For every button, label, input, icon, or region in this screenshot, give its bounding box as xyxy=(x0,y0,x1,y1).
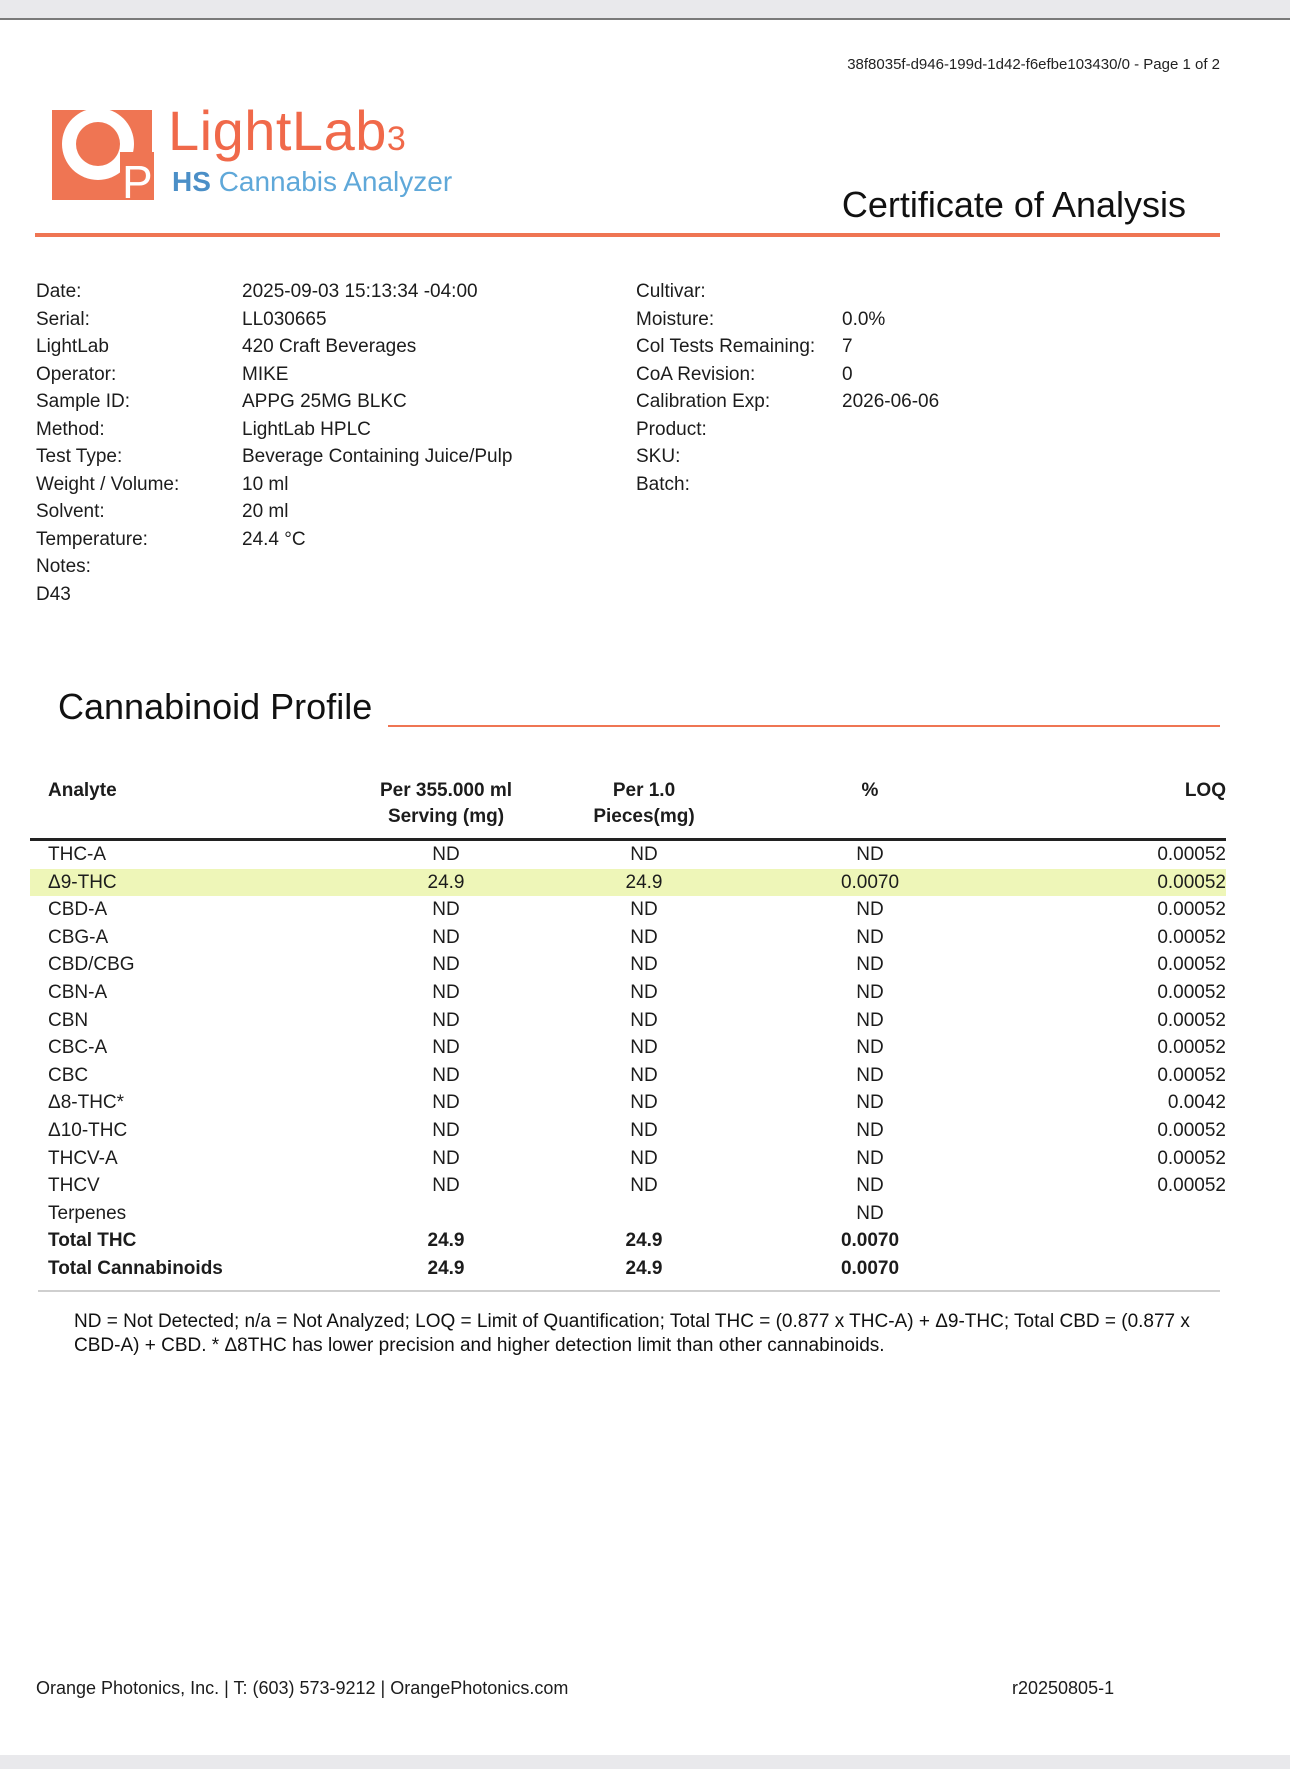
cell-serving: ND xyxy=(432,1147,460,1169)
table-row xyxy=(30,1227,1226,1255)
cell-serving: ND xyxy=(432,954,460,976)
info-row xyxy=(36,416,512,444)
info-value: 20 ml xyxy=(242,501,289,522)
cell-pieces: ND xyxy=(630,981,658,1003)
cell-analyte: CBN xyxy=(48,1009,89,1031)
info-row xyxy=(636,416,939,444)
cell-percent: ND xyxy=(856,1175,884,1197)
info-row xyxy=(36,278,512,306)
cell-percent: ND xyxy=(856,899,884,921)
svg-text:P: P xyxy=(122,156,153,202)
cell-percent: ND xyxy=(856,1119,884,1141)
footnote: ND = Not Detected; n/a = Not Analyzed; LOQ = Limit of Quantification; Total THC = (0.877 x THC-A) + Δ9-THC; Total CBD = (0.877 x CBD-A) + CBD. * Δ8THC has lower precision and higher detection limit than other cannabinoids. xyxy=(74,1311,1190,1356)
info-row xyxy=(36,581,512,609)
info-row xyxy=(36,471,512,499)
table-row xyxy=(30,1255,1226,1283)
cell-loq: 0.00052 xyxy=(1157,871,1226,893)
info-value: 2025-09-03 15:13:34 -04:00 xyxy=(242,281,478,302)
info-label: Calibration Exp: xyxy=(636,391,771,412)
cell-analyte: Δ10-THC xyxy=(48,1119,128,1141)
info-row xyxy=(36,306,512,334)
info-row xyxy=(36,553,512,581)
footer-revision: r20250805-1 xyxy=(1012,1678,1115,1698)
cell-percent: ND xyxy=(856,981,884,1003)
info-value: APPG 25MG BLKC xyxy=(242,391,407,412)
cell-loq: 0.00052 xyxy=(1157,1009,1226,1031)
cell-serving: ND xyxy=(432,844,460,865)
cell-analyte: CBN-A xyxy=(48,981,108,1003)
cell-analyte: Δ9-THC xyxy=(48,871,117,893)
cell-serving: ND xyxy=(432,1009,460,1031)
table-row xyxy=(30,869,1226,897)
info-label: Moisture: xyxy=(636,308,715,330)
cell-pieces: ND xyxy=(630,926,658,948)
table-row xyxy=(30,924,1226,952)
cell-pieces: ND xyxy=(630,1175,658,1197)
info-label: Notes: xyxy=(36,556,91,577)
table-body xyxy=(30,841,1226,1283)
info-value: Beverage Containing Juice/Pulp xyxy=(242,446,513,467)
info-label: Test Type: xyxy=(36,446,123,467)
cell-percent: 0.0070 xyxy=(840,1230,900,1252)
cell-analyte: CBD/CBG xyxy=(48,954,135,976)
table-row xyxy=(30,1200,1226,1228)
table-row xyxy=(30,1062,1226,1090)
table-row xyxy=(30,841,1226,869)
info-value: 0 xyxy=(842,363,853,385)
page-reference: 38f8035f-d946-199d-1d42-f6efbe103430/0 - Page 1 of 2 xyxy=(847,56,1220,73)
cell-percent: ND xyxy=(856,1092,884,1114)
table-row xyxy=(30,1172,1226,1200)
info-label: Weight / Volume: xyxy=(36,473,180,495)
cell-serving: ND xyxy=(432,1175,460,1197)
cell-percent: 0.0070 xyxy=(840,1257,900,1279)
cell-loq: 0.00052 xyxy=(1157,1175,1226,1197)
table-row xyxy=(30,1089,1226,1117)
cell-percent: ND xyxy=(856,1064,884,1086)
info-value: 2026-06-06 xyxy=(842,391,940,412)
table-row xyxy=(30,1117,1226,1145)
info-value: 0.0% xyxy=(842,308,886,330)
sample-info-left xyxy=(36,278,512,608)
cell-loq: 0.00052 xyxy=(1157,1147,1226,1169)
info-label: Cultivar: xyxy=(636,281,706,302)
section-divider xyxy=(388,725,1220,727)
cell-percent: ND xyxy=(856,844,884,865)
info-row xyxy=(636,471,939,499)
cell-pieces: ND xyxy=(630,1092,658,1114)
cell-loq: 0.00052 xyxy=(1157,844,1226,865)
cell-analyte: CBC-A xyxy=(48,1037,108,1059)
table-bottom-rule xyxy=(38,1290,1220,1292)
header-pieces: Per 1.0 Pieces(mg) xyxy=(593,780,695,827)
table-row xyxy=(30,1145,1226,1173)
info-label: SKU: xyxy=(636,446,681,467)
info-row xyxy=(36,443,512,471)
cell-serving: ND xyxy=(432,1119,460,1141)
logo-name: LightLab3 xyxy=(168,99,407,162)
info-row xyxy=(636,361,939,389)
info-label: Operator: xyxy=(36,363,117,385)
cell-loq: 0.00052 xyxy=(1157,1064,1226,1086)
table-header xyxy=(30,778,1226,834)
info-label: Product: xyxy=(636,418,707,440)
cell-percent: ND xyxy=(856,1037,884,1059)
cell-serving: ND xyxy=(432,1037,460,1059)
info-label: Temperature: xyxy=(36,528,148,550)
cell-percent: ND xyxy=(856,926,884,948)
cell-pieces: 24.9 xyxy=(625,871,663,893)
cell-percent: ND xyxy=(856,1147,884,1169)
cell-serving: 24.9 xyxy=(427,1230,465,1252)
cell-pieces: ND xyxy=(630,954,658,976)
cell-pieces: ND xyxy=(630,899,658,921)
header-percent: % xyxy=(861,780,879,801)
cell-analyte: CBG-A xyxy=(48,926,109,948)
cell-loq: 0.00052 xyxy=(1157,954,1226,976)
info-row xyxy=(36,498,512,526)
info-row xyxy=(636,443,939,471)
cell-loq: 0.00052 xyxy=(1157,1037,1226,1059)
footer-company: Orange Photonics, Inc. | T: (603) 573-9212 | OrangePhotonics.com xyxy=(36,1678,569,1698)
cell-pieces: ND xyxy=(630,1147,658,1169)
table-row xyxy=(30,1007,1226,1035)
info-value: LL030665 xyxy=(242,308,327,330)
info-value: 24.4 °C xyxy=(242,528,306,550)
cell-loq: 0.00052 xyxy=(1157,981,1226,1003)
info-label: D43 xyxy=(36,583,71,605)
cell-serving: ND xyxy=(432,1092,460,1114)
lightlab-logo xyxy=(52,99,502,212)
cell-pieces: ND xyxy=(630,844,658,865)
info-value: 7 xyxy=(842,336,853,357)
cell-serving: ND xyxy=(432,899,460,921)
info-label: Serial: xyxy=(36,308,90,330)
cell-pieces: ND xyxy=(630,1119,658,1141)
cell-percent: ND xyxy=(856,954,884,976)
table-row xyxy=(30,1034,1226,1062)
table-row xyxy=(30,896,1226,924)
section-title: Cannabinoid Profile xyxy=(58,686,373,727)
info-label: Batch: xyxy=(636,473,690,495)
info-value: 10 ml xyxy=(242,473,289,495)
cell-pieces: ND xyxy=(630,1009,658,1031)
cell-loq: 0.00052 xyxy=(1157,926,1226,948)
cell-analyte: THCV xyxy=(48,1175,100,1197)
cell-serving: ND xyxy=(432,1064,460,1086)
cell-serving: ND xyxy=(432,926,460,948)
info-label: Sample ID: xyxy=(36,391,130,412)
table-row xyxy=(30,979,1226,1007)
info-label: Date: xyxy=(36,281,82,302)
cell-analyte: Terpenes xyxy=(48,1202,127,1224)
document-page xyxy=(0,18,1290,1755)
info-label: Method: xyxy=(36,418,105,440)
info-row xyxy=(636,388,939,416)
info-row xyxy=(636,306,939,334)
cell-analyte: CBC xyxy=(48,1064,89,1086)
info-label: CoA Revision: xyxy=(636,363,756,385)
cell-pieces: ND xyxy=(630,1037,658,1059)
info-row xyxy=(36,361,512,389)
cell-serving: 24.9 xyxy=(427,1257,465,1279)
info-value: 420 Craft Beverages xyxy=(242,336,417,357)
info-label: LightLab xyxy=(36,336,109,357)
info-row xyxy=(636,278,939,306)
header-loq: LOQ xyxy=(1184,780,1226,801)
header-analyte: Analyte xyxy=(48,780,117,801)
cell-analyte: THCV-A xyxy=(48,1147,118,1169)
cell-analyte: Total Cannabinoids xyxy=(48,1257,223,1279)
info-row xyxy=(636,333,939,361)
info-row xyxy=(36,333,512,361)
logo-tagline: HS Cannabis Analyzer xyxy=(172,166,453,197)
cell-pieces: ND xyxy=(630,1064,658,1086)
cell-percent: ND xyxy=(856,1009,884,1031)
cell-percent: 0.0070 xyxy=(840,871,900,893)
info-row xyxy=(36,526,512,554)
info-value: MIKE xyxy=(242,363,289,385)
info-label: Col Tests Remaining: xyxy=(636,336,816,357)
certificate-title: Certificate of Analysis xyxy=(841,184,1186,225)
cell-loq: 0.0042 xyxy=(1167,1092,1226,1114)
header-divider xyxy=(35,233,1220,237)
info-row xyxy=(36,388,512,416)
cell-analyte: Total THC xyxy=(48,1230,137,1252)
info-value: LightLab HPLC xyxy=(242,418,371,440)
table-row xyxy=(30,951,1226,979)
cell-pieces: 24.9 xyxy=(625,1257,663,1279)
op-logo-icon xyxy=(52,102,160,202)
header-serving: Per 355.000 ml Serving (mg) xyxy=(379,780,513,827)
cell-pieces: 24.9 xyxy=(625,1230,663,1252)
cannabinoid-table xyxy=(30,778,1226,1283)
cell-percent: ND xyxy=(856,1202,884,1224)
cell-serving: 24.9 xyxy=(427,871,465,893)
cell-serving: ND xyxy=(432,981,460,1003)
info-label: Solvent: xyxy=(36,501,105,522)
cell-analyte: Δ8-THC* xyxy=(48,1092,125,1114)
cell-loq: 0.00052 xyxy=(1157,899,1226,921)
cell-analyte: THC-A xyxy=(48,844,107,865)
cell-loq: 0.00052 xyxy=(1157,1119,1226,1141)
sample-info-right xyxy=(636,278,939,498)
cell-analyte: CBD-A xyxy=(48,899,108,921)
